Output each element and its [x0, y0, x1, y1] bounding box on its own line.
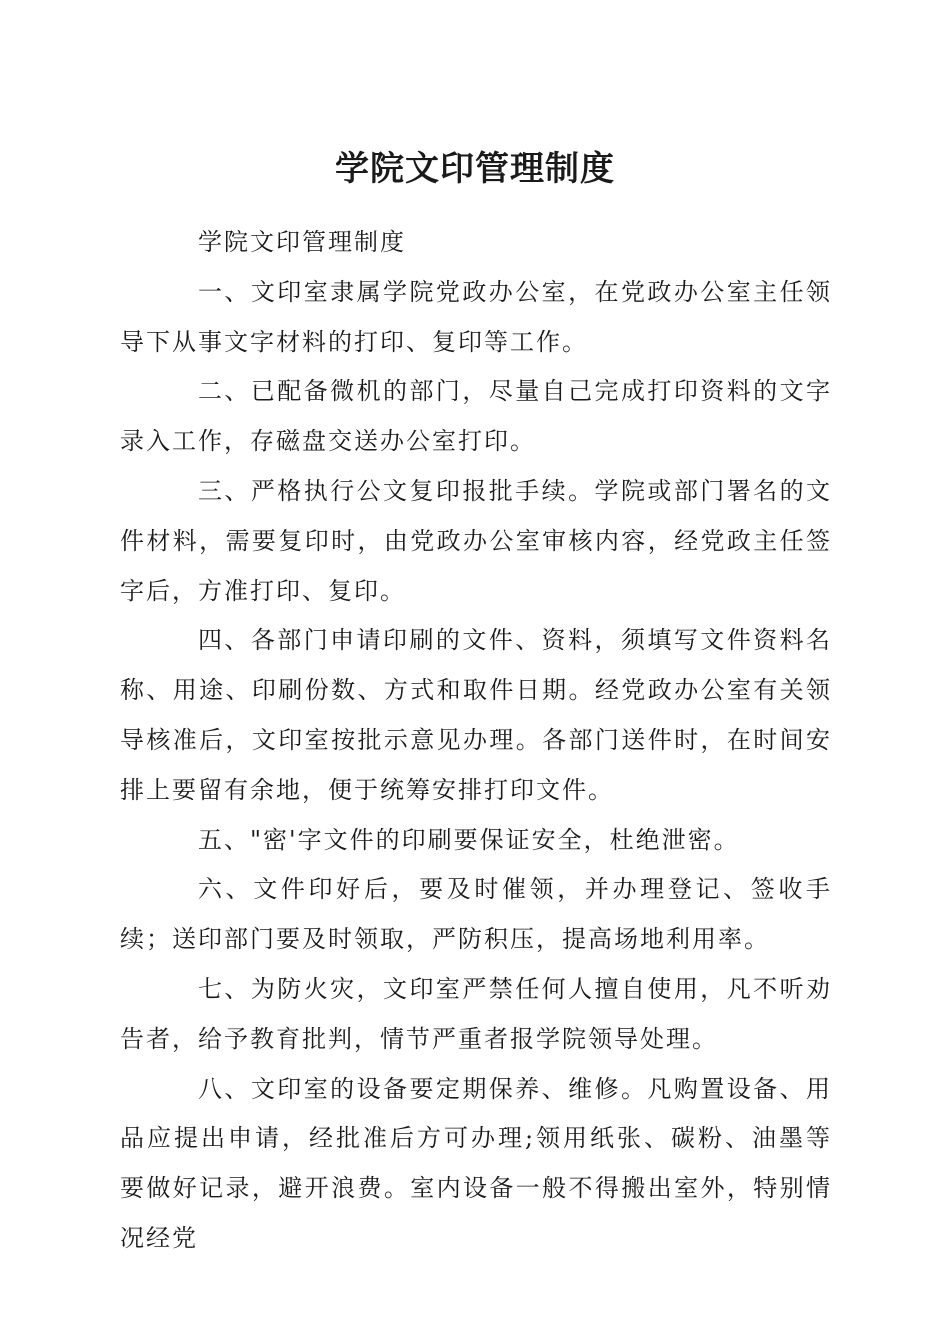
document-title: 学院文印管理制度	[335, 149, 615, 189]
paragraph-heading: 学院文印管理制度	[198, 228, 406, 256]
paragraph-2: 二、已配备微机的部门，尽量自己完成打印资料的文字录入工作，存磁盘交送办公室打印。	[120, 377, 832, 456]
paragraph-1: 一、文印室隶属学院党政办公室，在党政办公室主任领导下从事文字材料的打印、复印等工作。	[120, 277, 832, 356]
paragraph-8: 八、文印室的设备要定期保养、维修。凡购置设备、用品应提出申请，经批准后方可办理;领用纸张、碳粉、油墨等要做好记录，避开浪费。室内设备一般不得搬出室外，特别情况经党	[120, 1074, 832, 1252]
paragraph-7: 七、为防火灾，文印室严禁任何人擅自使用，凡不听劝告者，给予教育批判，情节严重者报学院领导处理。	[120, 974, 832, 1053]
paragraph-3: 三、严格执行公文复印报批手续。学院或部门署名的文件材料，需要复印时，由党政办公室审核内容，经党政主任签字后，方准打印、复印。	[120, 476, 832, 605]
document-body	[120, 218, 832, 1264]
paragraph-6: 六、文件印好后，要及时催领，并办理登记、签收手续；送印部门要及时领取，严防积压，提高场地利用率。	[120, 875, 832, 954]
paragraph-4: 四、各部门申请印刷的文件、资料，须填写文件资料名称、用途、印刷份数、方式和取件日期。经党政办公室有关领导核准后，文印室按批示意见办理。各部门送件时，在时间安排上要留有余地，便于统筹安排打印文件。	[120, 626, 832, 804]
paragraph-5: 五、"密'字文件的印刷要保证安全，杜绝泄密。	[198, 825, 740, 854]
